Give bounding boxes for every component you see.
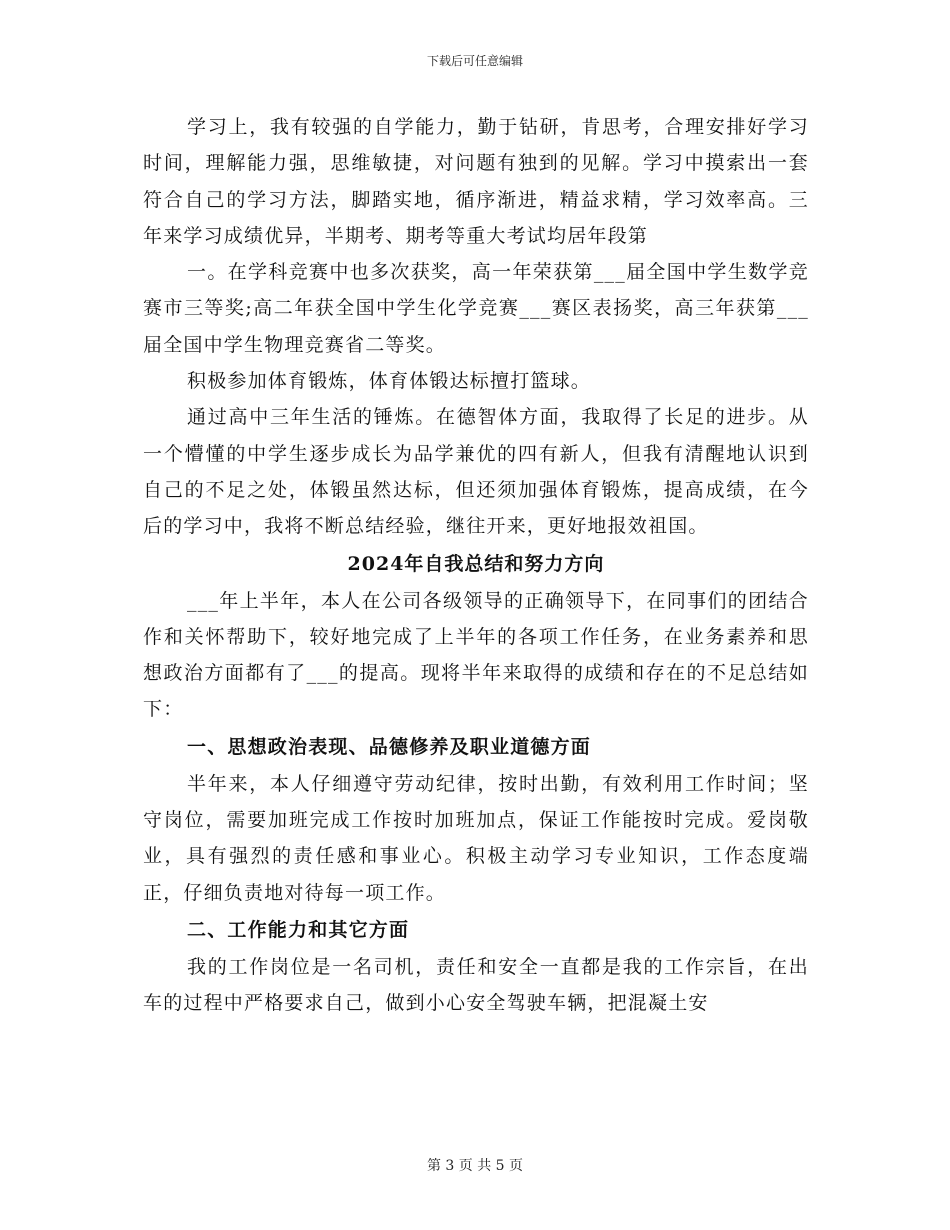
paragraph-intro: ___年上半年，本人在公司各级领导的正确领导下，在同事们的团结合作和关怀帮助下，较好地完成了上半年的各项工作任务，在业务素养和思想政治方面都有了___的提高。现将半年来取得的成绩和存在的不足总结如下： bbox=[143, 589, 809, 721]
section-heading-work-ability: 二、工作能力和其它方面 bbox=[187, 918, 410, 941]
paragraph-sports: 积极参加体育锻炼，体育体锻达标擅打篮球。 bbox=[187, 370, 592, 393]
paragraph-competitions: 一。在学科竞赛中也多次获奖，高一年荣获第___届全国中学生数学竞赛市三等奖;高二年获全国中学生化学竞赛___赛区表扬奖，高三年获第___届全国中学生物理竞赛省二等奖。 bbox=[143, 261, 809, 356]
paragraph-study: 学习上，我有较强的自学能力，勤于钻研，肯思考，合理安排好学习时间，理解能力强，思维敏捷，对问题有独到的见解。学习中摸索出一套符合自己的学习方法，脚踏实地，循序渐进，精益求精，学习效率高。三年来学习成绩优异，半期考、期考等重大考试均居年段第 bbox=[143, 116, 809, 247]
section-heading-politics: 一、思想政治表现、品德修养及职业道德方面 bbox=[187, 735, 592, 758]
paragraph-driver: 我的工作岗位是一名司机，责任和安全一直都是我的工作宗旨，在出车的过程中严格要求自己，做到小心安全驾驶车辆，把混凝土安 bbox=[143, 955, 809, 1015]
page-number: 第 3 页 共 5 页 bbox=[426, 1158, 524, 1174]
paragraph-growth: 通过高中三年生活的锤炼。在德智体方面，我取得了长足的进步。从一个懵懂的中学生逐步成长为品学兼优的四有新人，但我有清醒地认识到自己的不足之处，体锻虽然达标，但还须加强体育锻炼，提高成绩，在今后的学习中，我将不断总结经验，继往开来，更好地报效祖国。 bbox=[143, 406, 809, 538]
paragraph-discipline: 半年来，本人仔细遵守劳动纪律，按时出勤，有效利用工作时间；坚守岗位，需要加班完成工作按时加班加点，保证工作能按时完成。爱岗敬业，具有强烈的责任感和事业心。积极主动学习专业知识，工作态度端正，仔细负责地对待每一项工作。 bbox=[143, 772, 809, 904]
page-header: 下载后可任意编辑 bbox=[426, 54, 523, 68]
document-body bbox=[143, 109, 809, 1022]
document-title: 2024年自我总结和努力方向 bbox=[347, 552, 605, 575]
